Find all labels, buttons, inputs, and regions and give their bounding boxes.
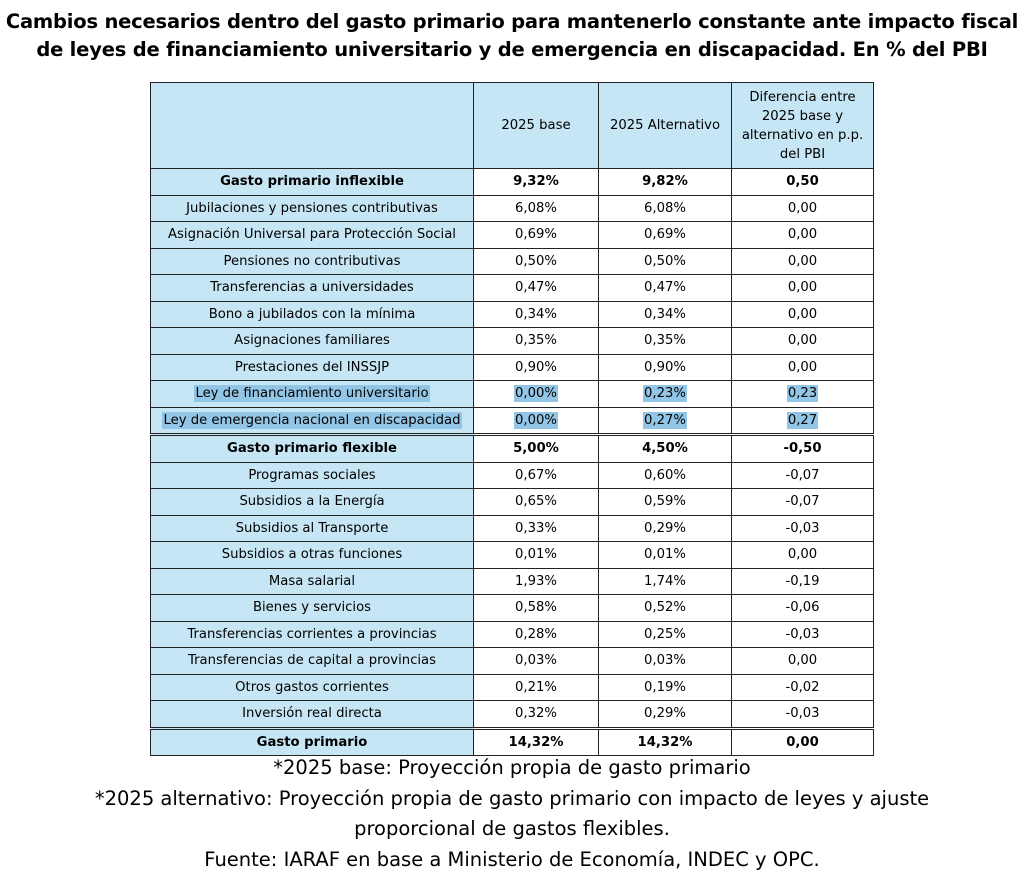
highlighted-text: 0,23% xyxy=(644,386,686,402)
row-base: 0,50% xyxy=(474,248,599,275)
table-row xyxy=(151,462,874,489)
row-label: Subsidios a la Energía xyxy=(151,489,474,516)
row-label: Bono a jubilados con la mínima xyxy=(151,301,474,328)
table-row-gasto-flexible xyxy=(151,435,874,463)
spending-table xyxy=(150,82,874,756)
table-row xyxy=(151,621,874,648)
table-row xyxy=(151,515,874,542)
row-diff xyxy=(732,407,874,435)
row-diff: 0,00 xyxy=(732,328,874,355)
row-label xyxy=(151,381,474,408)
highlighted-text: 0,27% xyxy=(644,412,686,428)
highlighted-text: Ley de emergencia nacional en discapacidad xyxy=(163,412,461,428)
row-label: Inversión real directa xyxy=(151,701,474,729)
row-label: Otros gastos corrientes xyxy=(151,674,474,701)
row-base: 14,32% xyxy=(474,728,599,756)
row-diff: 0,00 xyxy=(732,195,874,222)
row-base xyxy=(474,407,599,435)
highlighted-text: 0,00% xyxy=(515,386,557,402)
highlighted-text: 0,27 xyxy=(787,412,818,428)
row-alt: 0,52% xyxy=(599,595,732,622)
table-row xyxy=(151,275,874,302)
row-base: 0,69% xyxy=(474,222,599,249)
table-row xyxy=(151,301,874,328)
row-alt: 9,82% xyxy=(599,169,732,196)
row-alt: 0,47% xyxy=(599,275,732,302)
table-row xyxy=(151,542,874,569)
row-label: Gasto primario inflexible xyxy=(151,169,474,196)
row-label: Bienes y servicios xyxy=(151,595,474,622)
row-alt: 14,32% xyxy=(599,728,732,756)
footnotes xyxy=(0,753,1024,875)
row-base: 0,47% xyxy=(474,275,599,302)
row-diff: 0,50 xyxy=(732,169,874,196)
table-title xyxy=(0,8,1024,64)
table-row-highlighted xyxy=(151,407,874,435)
row-diff: 0,00 xyxy=(732,542,874,569)
table-row xyxy=(151,222,874,249)
row-base: 0,33% xyxy=(474,515,599,542)
row-diff: -0,07 xyxy=(732,489,874,516)
row-diff: 0,00 xyxy=(732,222,874,249)
footnote-alternativo-cont: proporcional de gastos flexibles. xyxy=(354,817,670,840)
row-base: 5,00% xyxy=(474,435,599,463)
row-base: 9,32% xyxy=(474,169,599,196)
row-base: 0,03% xyxy=(474,648,599,675)
row-diff: 0,00 xyxy=(732,728,874,756)
table-row xyxy=(151,595,874,622)
row-alt: 6,08% xyxy=(599,195,732,222)
row-base: 0,21% xyxy=(474,674,599,701)
row-diff: -0,06 xyxy=(732,595,874,622)
row-alt: 0,69% xyxy=(599,222,732,249)
row-alt: 0,34% xyxy=(599,301,732,328)
row-alt: 0,59% xyxy=(599,489,732,516)
row-label: Asignación Universal para Protección Social xyxy=(151,222,474,249)
highlighted-text: 0,00% xyxy=(515,412,557,428)
row-diff: 0,00 xyxy=(732,275,874,302)
footnote-base: *2025 base: Proyección propia de gasto primario xyxy=(273,756,751,779)
row-label: Transferencias a universidades xyxy=(151,275,474,302)
table-row-gasto-inflexible xyxy=(151,169,874,196)
row-label: Transferencias de capital a provincias xyxy=(151,648,474,675)
table-row xyxy=(151,248,874,275)
row-alt: 1,74% xyxy=(599,568,732,595)
row-diff: -0,50 xyxy=(732,435,874,463)
row-diff: -0,03 xyxy=(732,515,874,542)
row-alt: 0,90% xyxy=(599,354,732,381)
row-base: 0,67% xyxy=(474,462,599,489)
row-alt: 0,29% xyxy=(599,515,732,542)
table-row xyxy=(151,354,874,381)
row-base: 0,34% xyxy=(474,301,599,328)
row-diff: -0,19 xyxy=(732,568,874,595)
row-alt xyxy=(599,407,732,435)
row-base: 0,58% xyxy=(474,595,599,622)
row-label: Transferencias corrientes a provincias xyxy=(151,621,474,648)
table-row xyxy=(151,568,874,595)
row-diff: 0,00 xyxy=(732,354,874,381)
highlighted-text: Ley de financiamiento universitario xyxy=(195,386,429,402)
table-row xyxy=(151,648,874,675)
header-blank xyxy=(151,83,474,169)
row-diff: -0,03 xyxy=(732,701,874,729)
header-2025-alternativo: 2025 Alternativo xyxy=(599,83,732,169)
header-row xyxy=(151,83,874,169)
source-note: Fuente: IARAF en base a Ministerio de Economía, INDEC y OPC. xyxy=(204,847,820,871)
table-row xyxy=(151,195,874,222)
table-row xyxy=(151,674,874,701)
row-diff: -0,03 xyxy=(732,621,874,648)
row-base: 0,90% xyxy=(474,354,599,381)
row-base: 0,01% xyxy=(474,542,599,569)
row-base: 6,08% xyxy=(474,195,599,222)
header-2025-base: 2025 base xyxy=(474,83,599,169)
row-label: Subsidios al Transporte xyxy=(151,515,474,542)
row-base xyxy=(474,381,599,408)
row-diff: 0,00 xyxy=(732,648,874,675)
table-row-highlighted xyxy=(151,381,874,408)
title-line-2: de leyes de financiamiento universitario y de emergencia en discapacidad. En % del PBI xyxy=(36,38,988,61)
row-label: Pensiones no contributivas xyxy=(151,248,474,275)
row-diff xyxy=(732,381,874,408)
row-base: 1,93% xyxy=(474,568,599,595)
highlighted-text: 0,23 xyxy=(787,386,818,402)
row-alt xyxy=(599,381,732,408)
row-base: 0,28% xyxy=(474,621,599,648)
row-label: Prestaciones del INSSJP xyxy=(151,354,474,381)
title-line-1: Cambios necesarios dentro del gasto primario para mantenerlo constante ante impacto fiscal xyxy=(5,10,1019,33)
row-diff: -0,02 xyxy=(732,674,874,701)
row-diff: 0,00 xyxy=(732,248,874,275)
row-label: Programas sociales xyxy=(151,462,474,489)
row-base: 0,65% xyxy=(474,489,599,516)
row-label: Jubilaciones y pensiones contributivas xyxy=(151,195,474,222)
table-row xyxy=(151,701,874,729)
row-label: Subsidios a otras funciones xyxy=(151,542,474,569)
row-alt: 4,50% xyxy=(599,435,732,463)
row-alt: 0,60% xyxy=(599,462,732,489)
row-base: 0,35% xyxy=(474,328,599,355)
row-alt: 0,50% xyxy=(599,248,732,275)
row-base: 0,32% xyxy=(474,701,599,729)
row-diff: 0,00 xyxy=(732,301,874,328)
table-row xyxy=(151,489,874,516)
table-row xyxy=(151,328,874,355)
row-alt: 0,29% xyxy=(599,701,732,729)
row-alt: 0,03% xyxy=(599,648,732,675)
row-label: Gasto primario flexible xyxy=(151,435,474,463)
table-row-gasto-primario-total xyxy=(151,728,874,756)
row-label: Gasto primario xyxy=(151,728,474,756)
row-diff: -0,07 xyxy=(732,462,874,489)
header-diferencia: Diferencia entre 2025 base y alternativo en p.p. del PBI xyxy=(732,83,874,169)
row-alt: 0,25% xyxy=(599,621,732,648)
row-alt: 0,19% xyxy=(599,674,732,701)
row-label xyxy=(151,407,474,435)
row-label: Masa salarial xyxy=(151,568,474,595)
row-label: Asignaciones familiares xyxy=(151,328,474,355)
row-alt: 0,35% xyxy=(599,328,732,355)
footnote-alternativo: *2025 alternativo: Proyección propia de gasto primario con impacto de leyes y ajuste xyxy=(94,786,930,810)
row-alt: 0,01% xyxy=(599,542,732,569)
